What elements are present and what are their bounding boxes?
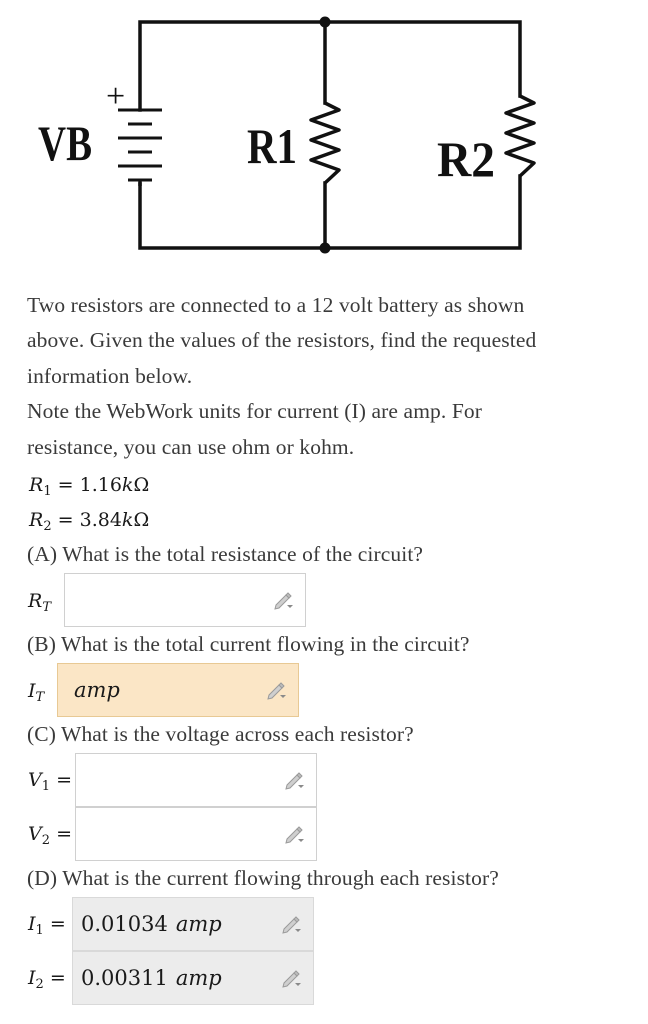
rt-label: $R_T$ [28, 590, 51, 615]
battery-plus-label: + [106, 78, 126, 115]
i2-answer-value: 0.00311 amp [81, 966, 222, 990]
battery-label: VB [38, 115, 92, 171]
note-line-1: Note the WebWork units for current (I) are amp. For [27, 399, 482, 423]
v1-answer-input[interactable] [75, 753, 317, 807]
problem-intro-line-3: information below. [27, 364, 193, 388]
question-c: (C) What is the voltage across each resistor? [27, 722, 414, 746]
r2-resistor-symbol [506, 96, 534, 176]
i2-answer-input[interactable] [72, 951, 314, 1005]
it-label: $I_T$ [28, 680, 45, 705]
pencil-dropdown-icon[interactable] [266, 680, 288, 700]
pencil-dropdown-icon[interactable] [281, 914, 303, 934]
pencil-dropdown-icon[interactable] [281, 968, 303, 988]
v2-label: $V_2$ = [28, 823, 72, 848]
i2-label: $I_2$ = [28, 967, 66, 992]
given-r2-value: 3.84 [79, 509, 122, 531]
pencil-dropdown-icon[interactable] [284, 824, 306, 844]
given-r1-value: 1.16 [79, 474, 122, 496]
pencil-dropdown-icon[interactable] [273, 590, 295, 610]
i1-answer-value: 0.01034 amp [81, 912, 222, 936]
r2-label: R2 [437, 131, 495, 187]
battery-symbol [118, 110, 162, 186]
i1-answer-input[interactable] [72, 897, 314, 951]
pencil-dropdown-icon[interactable] [284, 770, 306, 790]
v1-label: $V_1$ = [28, 769, 72, 794]
it-answer-value [66, 664, 120, 716]
given-r1: $R_1 = 1.16k\Omega$ [29, 474, 150, 499]
v2-answer-input[interactable] [75, 807, 317, 861]
question-a: (A) What is the total resistance of the circuit? [27, 542, 424, 566]
given-r2: $R_2 = 3.84k\Omega$ [29, 509, 150, 534]
r1-resistor-symbol [311, 103, 339, 183]
note-line-2: resistance, you can use ohm or kohm. [27, 435, 355, 459]
it-answer-input[interactable] [57, 663, 299, 717]
problem-intro-line-1: Two resistors are connected to a 12 volt battery as shown [27, 293, 525, 317]
question-d: (D) What is the current flowing through each resistor? [27, 866, 499, 890]
problem-intro-line-2: above. Given the values of the resistors, find the requested [27, 328, 537, 352]
it-unit: amp [74, 678, 120, 702]
i1-label: $I_1$ = [28, 913, 66, 938]
r1-label: R1 [247, 118, 297, 174]
rt-answer-input[interactable] [64, 573, 306, 627]
circuit-diagram [0, 0, 648, 270]
question-b: (B) What is the total current flowing in the circuit? [27, 632, 470, 656]
